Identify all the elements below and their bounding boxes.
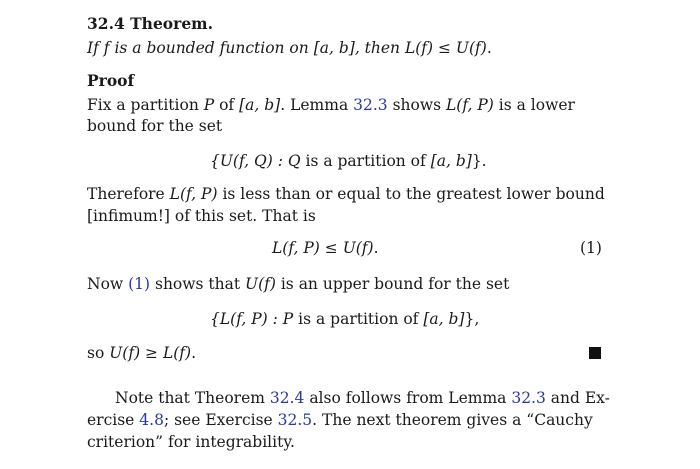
proof-paragraph-2-line-2: [infimum!] of this set. That is	[87, 207, 316, 225]
theorem-heading: 32.4 Theorem.	[87, 14, 213, 33]
proof-paragraph-3: Now (1) shows that U(f) is an upper bound for the set	[87, 275, 510, 293]
theorem-statement: If f is a bounded function on [a, b], then L(f) ≤ U(f).	[87, 39, 492, 57]
theorem-link[interactable]: 32.4	[269, 389, 305, 407]
qed-square-icon	[589, 347, 601, 359]
exercise-link-1[interactable]: 4.8	[139, 411, 164, 429]
set-U-display: {U(f, Q) : Q is a partition of [a, b]}.	[210, 152, 487, 170]
proof-paragraph-2-line-1: Therefore L(f, P) is less than or equal to the greatest lower bound	[87, 185, 605, 203]
equation-1: L(f, P) ≤ U(f).	[272, 239, 379, 257]
proof-paragraph-1-line-2: bound for the set	[87, 117, 223, 135]
proof-heading: Proof	[87, 71, 135, 90]
lemma-link[interactable]: 32.3	[353, 96, 388, 114]
note-line-2: ercise 4.8; see Exercise 32.5. The next theorem gives a “Cauchy	[87, 411, 593, 429]
note-line-1: Note that Theorem 32.4 also follows from Lemma 32.3 and Ex-	[115, 389, 610, 407]
exercise-link-2[interactable]: 32.5	[277, 411, 313, 429]
equation-number: (1)	[580, 239, 602, 257]
proof-paragraph-1-line-1: Fix a partition P of [a, b]. Lemma 32.3 shows L(f, P) is a lower	[87, 96, 575, 114]
lemma-link-2[interactable]: 32.3	[511, 389, 546, 407]
proof-conclusion: so U(f) ≥ L(f).	[87, 344, 197, 362]
equation-ref-link[interactable]: (1)	[128, 275, 151, 293]
set-L-display: {L(f, P) : P is a partition of [a, b]},	[210, 310, 480, 328]
note-line-3: criterion” for integrability.	[87, 433, 295, 451]
